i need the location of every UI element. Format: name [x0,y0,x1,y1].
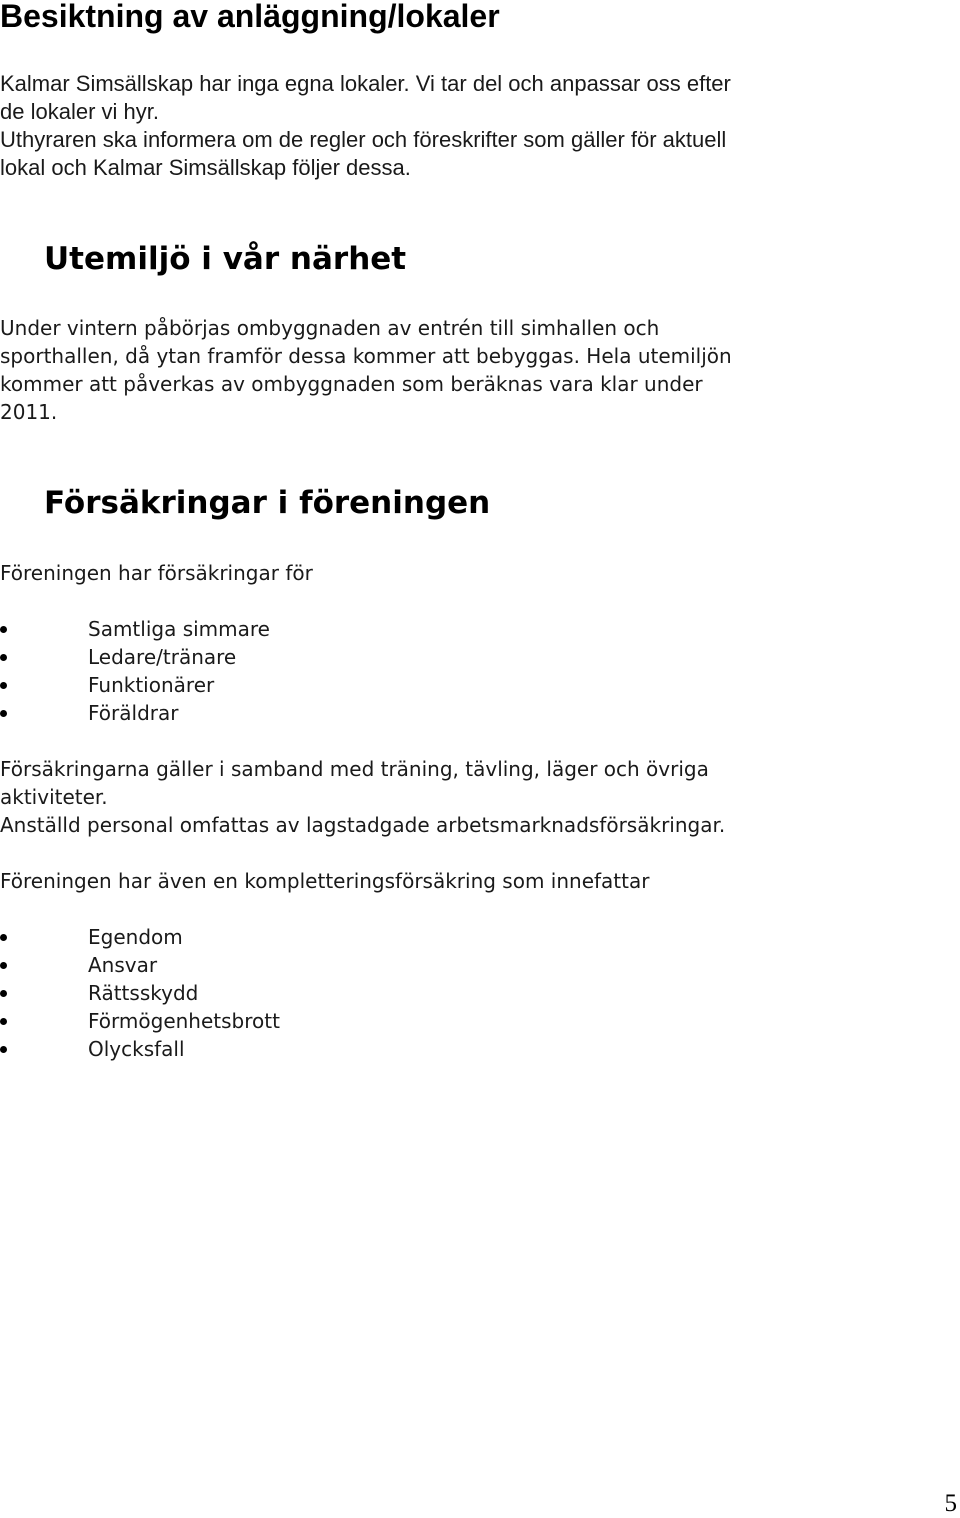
bullet-icon [0,710,7,717]
text-line: Försäkringarna gäller i samband med träning, tävling, läger och övriga [0,757,709,781]
text-line: Anställd personal omfattas av lagstadgade arbetsmarknadsförsäkringar. [0,813,726,837]
text-line: Uthyraren ska informera om de regler och föreskrifter som gäller för aktuell [0,127,727,152]
supplement-intro: Föreningen har även en kompletteringsförsäkring som innefattar [0,869,650,893]
bullet-icon [0,962,7,969]
section-heading-environment: Utemiljö i vår närhet [44,241,407,277]
text-line: Under vintern påbörjas ombyggnaden av entrén till simhallen och [0,316,660,340]
section-heading-insurance: Försäkringar i föreningen [44,485,491,521]
bullet-icon [0,1018,7,1025]
insurance-intro: Föreningen har försäkringar för [0,561,313,585]
text-line: aktiviteter. [0,785,108,809]
text-line: sporthallen, då ytan framför dessa kommer att bebyggas. Hela utemiljön [0,344,732,368]
text-line: 2011. [0,400,58,424]
bullet-icon [0,1046,7,1053]
environment-paragraph [0,314,732,426]
text-line: kommer att påverkas av ombyggnaden som beräknas vara klar under [0,372,703,396]
insurance-validity-paragraph [0,755,725,839]
section-heading-facilities: Besiktning av anläggning/lokaler [0,0,500,34]
bullet-icon [0,934,7,941]
text-line: lokal och Kalmar Simsällskap följer dessa. [0,155,411,180]
bullet-icon [0,990,7,997]
page-number: 5 [944,1490,957,1517]
bullet-icon [0,654,7,661]
facilities-paragraph [0,70,731,182]
bullet-icon [0,626,7,633]
text-line: de lokaler vi hyr. [0,99,159,124]
text-line: Kalmar Simsällskap har inga egna lokaler. Vi tar del och anpassar oss efter [0,71,731,96]
document-page: Besiktning av anläggning/lokaler Kalmar Simsällskap har inga egna lokaler. Vi tar del och anpassar oss efter de lokaler vi hyr. Uthyraren ska informera om de regler och föreskrifter som gäller för aktuell lokal och Kalmar Simsällskap följer dessa. Utemiljö i vår närhet Under vintern påbörjas ombyggnaden av entrén till simhallen och sporthallen, då ytan framför dessa kommer att bebyggas. Hela utemiljön kommer att påverkas av ombyggnaden som beräknas vara klar under 2011. Försäkringar i föreningen Föreningen har försäkringar för Samtliga simmare Ledare/tränare Funktionärer Föräldrar Försäkringarna gäller i samband med träning, tävling, läger och övriga aktiviteter. Anställd personal omfattas av lagstadgade arbetsmarknadsförsäkringar. Föreningen har även en kompletteringsförsäkring som innefattar Egendom Ansvar Rättsskydd Förmögenhetsbrott Olycksfall 5 [0,0,960,1518]
bullet-icon [0,682,7,689]
